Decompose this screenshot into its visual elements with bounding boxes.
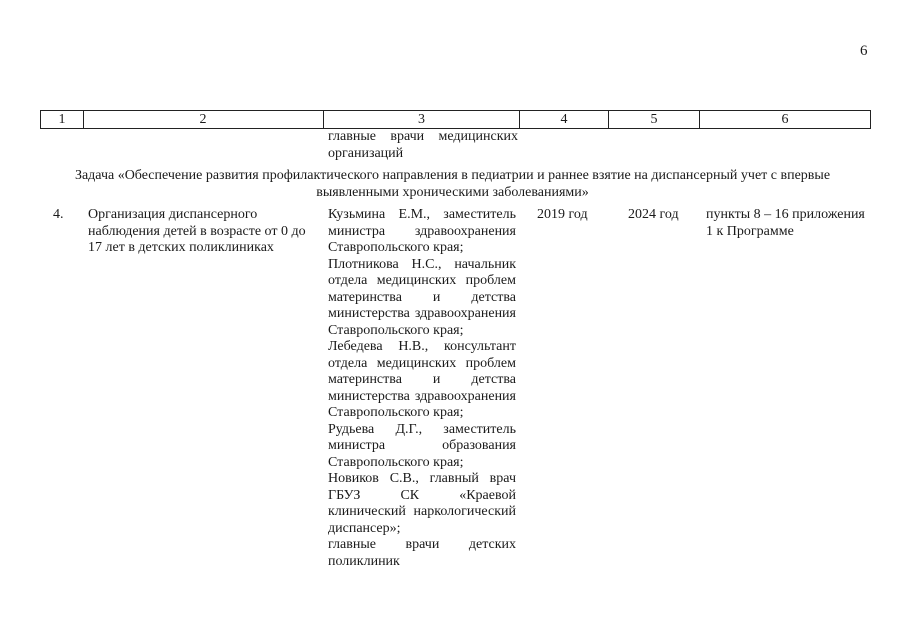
end-date: 2024 год [628,207,679,222]
table-header-cell: 6 [700,110,871,129]
responsible-entry: Кузьмина Е.М., заместитель министра здравоохранения Ставропольского края; [328,207,516,255]
responsible-entry: главные врачи детских поликлиник [328,537,516,569]
previous-row-continuation: главные врачи медицинских организаций [328,129,518,161]
table-header-cell: 5 [609,110,700,129]
expected-result: пункты 8 – 16 приложения 1 к Программе [706,207,865,239]
responsible-entry: Новиков С.В., главный врач ГБУЗ СК «Краевой клинический наркологический диспансер»; [328,471,516,536]
page-number: 6 [860,43,868,59]
table-header-cell: 2 [83,110,324,129]
table-header-cell: 4 [520,110,609,129]
responsible-entry: Рудьева Д.Г., заместитель министра образования Ставропольского края; [328,421,516,470]
event-description: Организация диспансерного наблюдения детей в возрасте от 0 до 17 лет в детских поликлиниках [88,207,306,255]
table-header-cell: 1 [40,110,84,129]
responsible-list [328,207,516,570]
row-number: 4. [53,207,64,222]
task-title: Задача «Обеспечение развития профилактического направления в педиатрии и раннее взятие на диспансерный учет с впервые выявленными хроническими заболеваниями» [74,168,831,200]
table-header-cell: 3 [324,110,520,129]
start-date: 2019 год [537,207,588,222]
responsible-entry: Плотникова Н.С., начальник отдела медицинских проблем материнства и детства министерства здравоохранения Ставропольского края; [328,256,516,338]
responsible-entry: Лебедева Н.В., консультант отдела медицинских проблем материнства и детства министерства здравоохранения Ставропольского края; [328,339,516,420]
